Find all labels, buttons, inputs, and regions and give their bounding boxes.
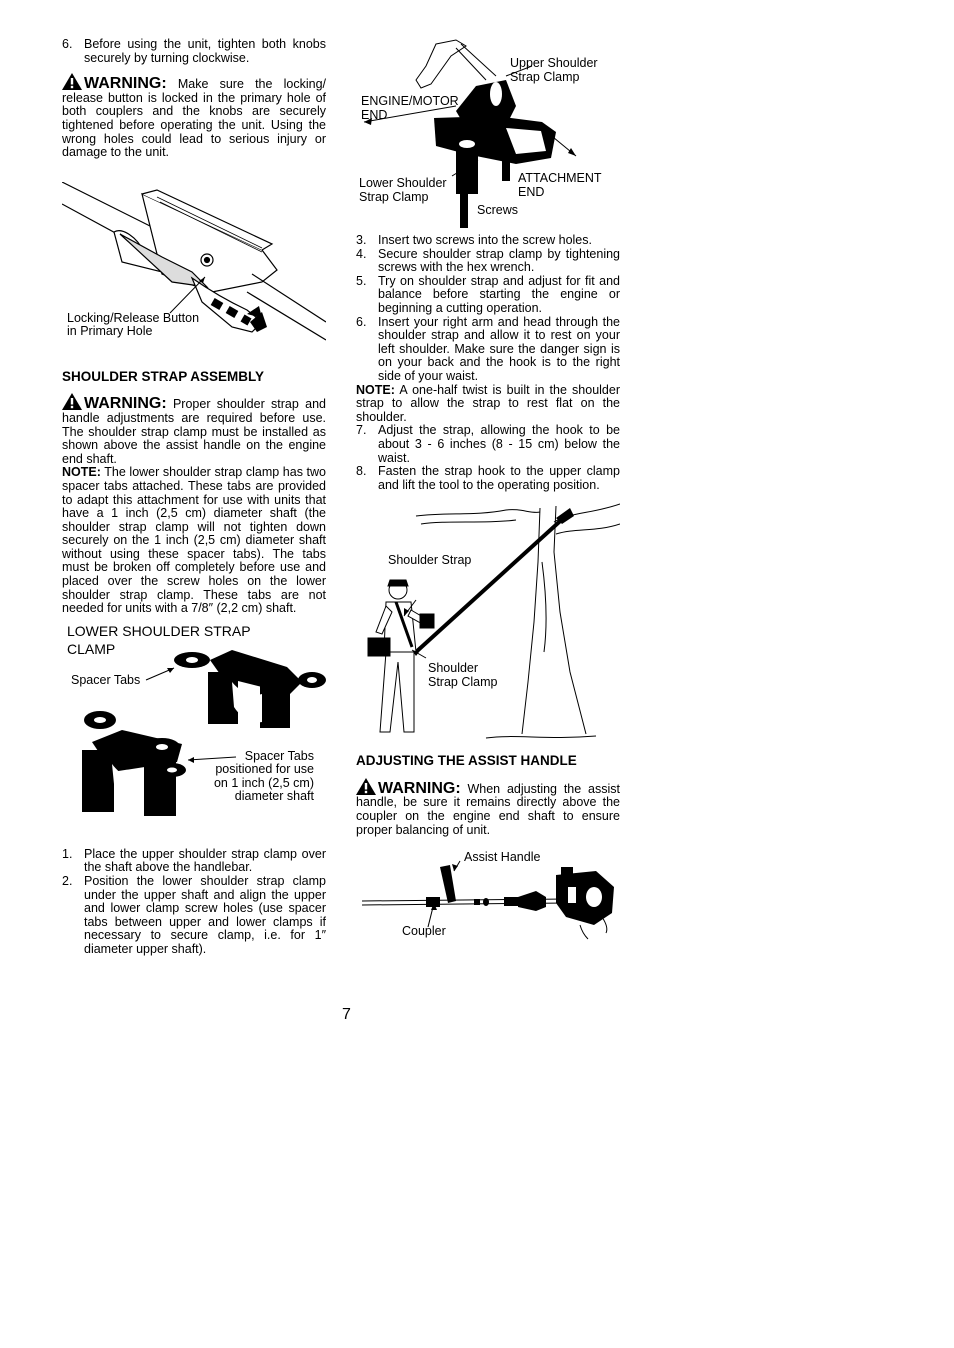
page-number: 7 xyxy=(342,1006,351,1023)
lower-clamp-title: LOWER SHOULDER STRAP CLAMP xyxy=(67,622,251,657)
engine-end-label: ENGINE/MOTOR END xyxy=(361,94,459,122)
step-text: Insert two screws into the screw holes. xyxy=(378,233,592,247)
lower-clamp-figure xyxy=(62,622,326,842)
operator-illustration xyxy=(356,502,620,748)
step-list-right xyxy=(356,234,620,384)
upper-clamp-label: Upper Shoulder Strap Clamp xyxy=(510,56,598,84)
list-item xyxy=(62,848,326,875)
step-text: Adjust the strap, allowing the hook to be about 3 - 6 inches (8 - 15 cm) below the waist. xyxy=(378,423,620,465)
warning-triangle-icon xyxy=(356,778,376,795)
list-item xyxy=(62,38,326,65)
step-text: Place the upper shoulder strap clamp over the shaft above the handlebar. xyxy=(84,846,326,875)
warning-triangle-icon xyxy=(62,73,82,90)
note-block xyxy=(356,384,620,425)
warning-heading: WARNING: xyxy=(378,779,461,797)
step-text: Before using the unit, tighten both knobs securely by turning clockwise. xyxy=(84,37,326,65)
step-number: 4. xyxy=(356,246,367,261)
warning-block xyxy=(62,73,326,160)
locking-button-label: Locking/Release Button in Primary Hole xyxy=(67,310,200,339)
shoulder-strap-clamp-label: Shoulder Strap Clamp xyxy=(428,661,498,689)
step-number: 1. xyxy=(62,846,73,861)
list-item xyxy=(62,875,326,957)
operator-figure xyxy=(356,502,620,748)
note-heading: NOTE: xyxy=(62,465,101,480)
warning-text: When adjusting the assist handle, be sure it remains directly above the coupler on the engine end shaft to ensure proper balancing of unit. xyxy=(356,781,620,837)
list-item xyxy=(356,275,620,316)
step-list-top xyxy=(62,38,326,65)
lower-clamp-illustration xyxy=(62,622,326,842)
step-text: Secure shoulder strap clamp by tightening screws with the hex wrench. xyxy=(378,246,620,275)
list-item xyxy=(356,234,620,248)
step-list-right-2 xyxy=(356,424,620,492)
step-number: 8. xyxy=(356,464,367,479)
list-item xyxy=(356,465,620,492)
shoulder-strap-heading: SHOULDER STRAP ASSEMBLY xyxy=(62,368,265,384)
lower-clamp-label: Lower Shoulder Strap Clamp xyxy=(359,176,447,204)
coupler-label: Coupler xyxy=(402,924,446,939)
warning-text: Make sure the locking/ release button is locked in the primary hole of both couplers and the knobs are securely tightened before operating the unit. Using the wrong holes could lead to serious injury or damage to the unit. xyxy=(62,77,327,160)
list-item xyxy=(356,248,620,275)
shoulder-strap-label: Shoulder Strap xyxy=(388,553,472,568)
attachment-end-label: ATTACHMENT END xyxy=(518,171,602,199)
note-heading: NOTE: xyxy=(356,382,395,397)
clamp-assembly-figure xyxy=(356,36,620,230)
list-item xyxy=(356,424,620,465)
step-list-bottom xyxy=(62,848,326,957)
left-column xyxy=(62,38,326,957)
note-text: The lower shoulder strap clamp has two spacer tabs attached. These tabs are provided to adapt this attachment for use with units that have a 1 inch (2,5 cm) diameter shaft (the shoulder strap clamp will not tighten down securely on the 1 inch (2,5 cm) diameter shaft without using these spacer tabs). The tabs must be broken off completely before use and placed over the screw holes on the lower shoulder strap clamp. These tabs are not needed for units with a 7/8″ (2,2 cm) shaft. xyxy=(62,465,327,616)
step-text: Try on shoulder strap and adjust for fit and balance before starting the engine or beginning a cutting operation. xyxy=(378,273,620,315)
warning-heading: WARNING: xyxy=(84,395,167,413)
list-item xyxy=(356,316,620,384)
note-block xyxy=(62,466,326,616)
spacer-positioned-label: Spacer Tabs positioned for use on 1 inch (2,5 cm) diameter shaft xyxy=(213,748,314,804)
spacer-tabs-label: Spacer Tabs xyxy=(71,672,141,687)
step-text: Insert your right arm and head through the shoulder strap and allow it to rest on your left shoulder. Make sure the danger sign is on your back and the hook is to the right side of your waist. xyxy=(378,314,620,383)
screws-label: Screws xyxy=(477,203,518,217)
right-column xyxy=(356,36,620,947)
warning-block xyxy=(62,393,326,466)
step-number: 6. xyxy=(62,37,73,51)
assist-handle-heading: ADJUSTING THE ASSIST HANDLE xyxy=(356,753,577,769)
step-number: 2. xyxy=(62,874,73,889)
warning-text: Proper shoulder strap and handle adjustments are required before use. The shoulder strap clamp must be installed as shown above the assist handle on the engine end shaft. xyxy=(62,397,326,466)
step-number: 3. xyxy=(356,233,367,247)
warning-heading: WARNING: xyxy=(84,75,167,93)
note-text: A one-half twist is built in the shoulder strap to allow the strap to rest flat on the shoulder. xyxy=(356,382,620,424)
assist-handle-figure xyxy=(356,847,620,947)
step-number: 7. xyxy=(356,423,367,438)
warning-triangle-icon xyxy=(62,393,82,410)
step-number: 5. xyxy=(356,273,367,288)
locking-button-figure xyxy=(62,182,326,348)
assist-handle-label: Assist Handle xyxy=(464,850,541,865)
step-text: Position the lower shoulder strap clamp under the upper shaft and align the upper and lower clamp screw holes (use spacer tabs between upper and lower clamps if necessary to secure clamp, i.e. for 1″ diameter upper shaft). xyxy=(84,874,326,956)
step-number: 6. xyxy=(356,314,367,329)
warning-block xyxy=(356,778,620,837)
step-text: Fasten the strap hook to the upper clamp and lift the tool to the operating position. xyxy=(378,464,620,492)
